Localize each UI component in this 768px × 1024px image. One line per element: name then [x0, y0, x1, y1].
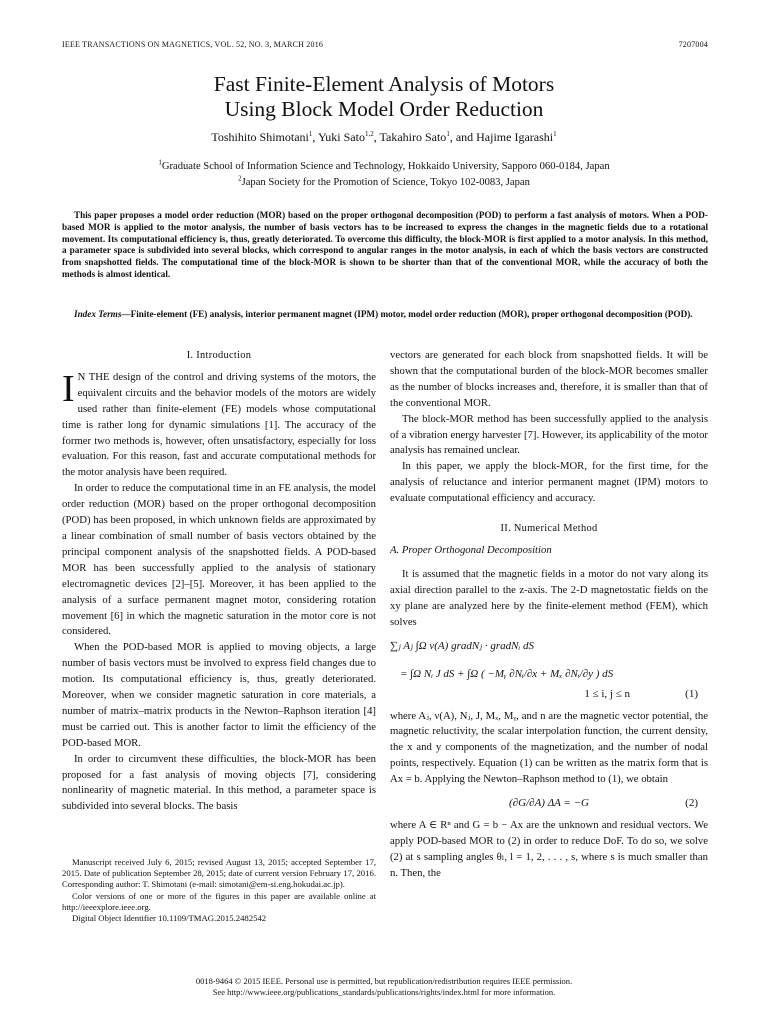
footnote-color: Color versions of one or more of the figures in this paper are available online at http://ieeexplore.ieee.org.	[62, 890, 376, 912]
author-2: Yuki Sato	[317, 130, 365, 144]
equation-2-number: (2)	[685, 797, 698, 810]
running-header-journal: IEEE TRANSACTIONS ON MAGNETICS, VOL. 52, NO. 3, MARCH 2016	[62, 40, 324, 49]
equation-1-line-2: = ∫Ω Nᵢ J dS + ∫Ω ( −Mᵧ ∂Nᵢ/∂x + Mₓ ∂Nᵢ/∂y ) dS	[400, 667, 614, 680]
intro-paragraph-5: vectors are generated for each block from snapshotted fields. It will be shown that the computational burden of the block-MOR becomes smaller as the number of blocks increases and, therefore, it is smaller than that of the conventional MOR.	[390, 349, 708, 409]
section-2-heading: II. Numerical Method	[500, 523, 598, 535]
intro-paragraph-6: The block-MOR method has been successfully applied to the analysis of a vibration energy harvester [7]. However, its applicability of the motor analysis has remained unclear.	[390, 412, 708, 457]
section-1-heading: I. Introduction	[186, 350, 252, 361]
subsection-a-heading: A. Proper Orthogonal Decomposition	[390, 543, 552, 556]
copyright-line-2: See http://www.ieee.org/publications_standards/publications/rights/index.html for more information.	[212, 987, 556, 997]
author-4-affil: 1	[553, 130, 557, 138]
intro-paragraph-1: I N THE design of the control and driving systems of the motors, the equivalent circuits and the behavior models of the motors are widely used rather than finite-element (FE) models whose computational time is rather long for dynamic simulations [1]. The accuracy of the former two methods is, however, often unsatisfactory, especially for loss evaluation. For this reason, fast and accurate computational methods for the motor analysis have been required.	[62, 367, 376, 479]
equation-1	[390, 639, 708, 709]
index-terms: Index Terms—Finite-element (FE) analysis, interior permanent magnet (IPM) motor, model order reduction (MOR), proper orthogonal decomposition (POD).	[74, 309, 693, 319]
footnote-doi: Digital Object Identifier 10.1109/TMAG.2015.2482542	[72, 913, 267, 924]
equation-2	[390, 788, 708, 818]
equation-2-body: (∂G/∂A) ΔA = −G	[509, 797, 589, 810]
right-column	[390, 348, 708, 882]
index-terms-text: Finite-element (FE) analysis, interior permanent magnet (IPM) motor, model order reduction (MOR), proper orthogonal decomposition (POD).	[130, 309, 693, 319]
method-paragraph-1: It is assumed that the magnetic fields in a motor do not vary along its axial direction parallel to the z-axis. The 2-D magnetostatic fields on the xy plane are analyzed here by the finite-element method (FEM), which solves	[390, 567, 708, 628]
author-3-affil: 1	[446, 130, 450, 138]
author-3: Takahiro Sato	[379, 130, 447, 144]
running-header-article-number: 7207004	[678, 40, 708, 49]
equation-1-line-3: 1 ≤ i, j ≤ n	[584, 687, 630, 700]
intro-paragraph-2: In order to reduce the computational time in an FE analysis, the model order reduction (MOR) based on the proper orthogonal decomposition (POD) has been proposed, in which unknown fields are approximated by a linear combination of small number of basis vectors obtained by the principal component analysis of the snapshotted fields. A POD-based MOR has been successfully applied to the analysis of stationary electromagnetic devices [2]–[5]. Moreover, it has been applied to the analysis of a surface permanent magnet motor, considering rotation movement [6] in which the magnetic saturation in the motor core is not considered.	[62, 482, 376, 638]
copyright-line-1: 0018-9464 © 2015 IEEE. Personal use is permitted, but republication/redistribution requires IEEE permission.	[195, 976, 573, 986]
author-1-affil: 1	[308, 130, 313, 138]
title-line-2: Using Block Model Order Reduction	[224, 97, 544, 121]
paper-title	[0, 72, 768, 122]
author-1: Toshihito Shimotani	[211, 130, 309, 144]
affiliation-1: $^1$Graduate School of Information Science and Technology, Hokkaido University, Sapporo 060-0184, Japan	[158, 158, 610, 172]
method-paragraph-3: where A ∈ Rⁿ and G = b − Ax are the unknown and residual vectors. We apply POD-based MOR to (2) in order to reduce DoF. To do so, we solve (2) at s sampling angles θₗ, l = 1, 2, . . . , s, where s is much smaller than n. Then, the	[390, 819, 708, 879]
affiliation-2: $^2$Japan Society for the Promotion of Science, Tokyo 102-0083, Japan	[238, 174, 530, 188]
author-list: Toshihito Shimotani$^1$, Yuki Sato$^{1,2}$, Takahiro Sato$^1$, and Hajime Igarashi$^1$	[211, 130, 557, 144]
footnote-manuscript: Manuscript received July 6, 2015; revised August 13, 2015; accepted September 17, 2015. Date of publication September 28, 2015; date of current version February 17, 2016. Corresponding author: T. Shimotani (e-mail: simotani@em-si.eng.hokudai.ac.jp).	[62, 857, 376, 890]
intro-paragraph-4: In order to circumvent these difficulties, the block-MOR has been proposed for a fast analysis of moving objects [7], considering nonlinearity of magnetic material. In this method, a parameter space is subdivided into several blocks. The basis	[62, 752, 376, 813]
equation-1-number: (1)	[685, 687, 698, 700]
intro-paragraph-3: When the POD-based MOR is applied to moving objects, a large number of basis vectors must be involved to express field changes due to motion. Its computational efficiency is, thus, greatly deteriorated. Moreover, when we consider magnetic saturation in core materials, a number of matrix–matrix products in the Newton–Raphson iteration [4] must be carried out. This is another factor to limit the efficiency of the POD-based MOR.	[62, 641, 376, 749]
first-page-footnote	[62, 857, 376, 924]
author-2-affil: 1,2	[364, 130, 374, 138]
author-4: and Hajime Igarashi	[455, 130, 554, 144]
abstract: This paper proposes a model order reduction (MOR) based on the proper orthogonal decomposition (POD) to perform a fast analysis of motors. When a POD-based MOR is applied to the motor analysis, the number of basis vectors has to be increased to express the changes in the magnetic fields due to a rotational movement. Its computational efficiency is, thus, greatly deteriorated. To overcome this difficulty, the block-MOR is first applied to a motor analysis. In this method, a parameter space is subdivided into several blocks, which correspond to angular ranges in the motor analysis, in each of which the basis vectors are constructed from snapshotted fields. The computational time of the block-MOR is shown to be shorter than that of the conventional MOR, while the accuracy of both the methods is almost identical.	[62, 210, 708, 279]
title-line-1: Fast Finite-Element Analysis of Motors	[213, 72, 555, 96]
method-paragraph-2: where Aⱼ, ν(A), Nⱼ, J, Mₓ, Mᵧ, and n are the magnetic vector potential, the magnetic reluctivity, the scalar interpolation function, the current density, the x and y components of the magnetization, and the number of nodal points, respectively. Equation (1) can be written as the matrix form that is Ax = b. Applying the Newton–Raphson method to (1), we obtain	[390, 709, 708, 786]
equation-1-line-1: ∑ⱼ Aⱼ ∫Ω ν(A) gradNⱼ · gradNᵢ dS	[390, 639, 534, 652]
drop-cap: I	[62, 367, 75, 410]
left-column	[62, 348, 376, 815]
intro-paragraph-7: In this paper, we apply the block-MOR, for the first time, for the analysis of reluctance and interior permanent magnet (IPM) motors to evaluate computational efficiency and accuracy.	[390, 460, 708, 505]
copyright-notice	[0, 976, 768, 998]
index-terms-label: Index Terms	[74, 309, 122, 319]
